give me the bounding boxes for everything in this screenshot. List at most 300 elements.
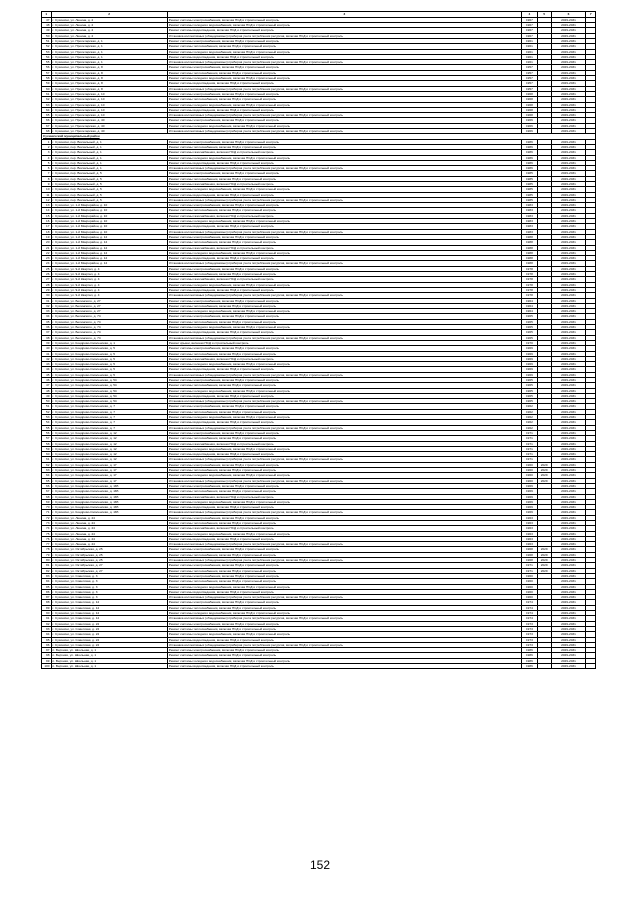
row-number-cell: 85 [42, 584, 52, 589]
work-type-cell: Ремонт системы электроснабжения, включая ПСД и строительный контроль [167, 404, 521, 409]
row-number-cell: 5 [42, 160, 52, 165]
year-built-cell: 1978 [521, 277, 537, 282]
address-cell: г. Сухиничи, ул. Пролетарская, д. 8 [51, 81, 167, 86]
work-type-cell: Ремонт системы холодного водоснабжения, включая ПСД и строительный контроль [167, 219, 521, 224]
year-built-cell: 1978 [521, 287, 537, 292]
work-type-cell: Ремонт системы водоотведения, включая ПСД и строительный контроль [167, 393, 521, 398]
year-built-cell: 1960 [521, 573, 537, 578]
plan-period-cell: 2029-2031 [551, 393, 586, 398]
row-number-cell: 14 [42, 208, 52, 213]
row-number-cell: 28 [42, 282, 52, 287]
row-number-cell: 57 [42, 436, 52, 441]
address-cell: г. Сухиничи, ул. 1-й Микрорайон, д. 10 [51, 203, 167, 208]
work-type-cell: Ремонт системы теплоснабжения, включая ПСД и строительный контроль [167, 319, 521, 324]
address-cell: г. Сухиничи, ул. Белинского, д. 27 [51, 309, 167, 314]
year-built-cell: 1966 [521, 129, 537, 134]
address-cell: г. Сухиничи, ул. Белинского, д. 27 [51, 303, 167, 308]
address-cell: г. Сухиничи, ул. Кондрово-Смоленская, д. 5 [51, 367, 167, 372]
plan-period-cell: 2029-2031 [551, 542, 586, 547]
address-cell: г. Сухиничи, ул. Ленина, д. 44 [51, 531, 167, 536]
plan-period-cell: 2029-2031 [551, 356, 586, 361]
row-number-cell: 83 [42, 573, 52, 578]
plan-period-cell: 2029-2031 [551, 642, 586, 647]
address-cell: г. Сухиничи, ул. Кондрово-Смоленская, д. 18б [51, 494, 167, 499]
work-type-cell: Ремонт системы электроснабжения, включая ПСД и строительный контроль [167, 171, 521, 176]
work-type-cell: Ремонт системы водоотведения, включая ПСД и строительный контроль [167, 420, 521, 425]
plan-period-cell: 2029-2031 [551, 65, 586, 70]
work-type-cell: Ремонт системы холодного водоснабжения, включая ПСД и строительный контроль [167, 473, 521, 478]
work-type-cell: Ремонт системы газоснабжения, включая ПСД и строительный контроль [167, 277, 521, 282]
year-built-cell: 1961 [521, 54, 537, 59]
repair-plan-table-sheet [41, 11, 596, 669]
work-type-cell: Установка коллективных (общедомовых) приборов учета потребления ресурсов, включая ПСД и строительный контроль [167, 542, 521, 547]
work-type-cell: Ремонт системы холодного водоснабжения, включая ПСД и строительный контроль [167, 49, 521, 54]
row-number-cell: 89 [42, 605, 52, 610]
year-built-cell: 1963 [521, 521, 537, 526]
year-built-cell: 1960 [521, 579, 537, 584]
row-number-cell: 96 [42, 642, 52, 647]
work-type-cell: Ремонт системы электроснабжения, включая ПСД и строительный контроль [167, 17, 521, 22]
address-cell: г. Сухиничи, ул. Кондрово-Смоленская, д. 5 [51, 356, 167, 361]
plan-period-cell: 2029-2031 [551, 664, 586, 669]
work-type-cell: Ремонт системы водоотведения, включая ПСД и строительный контроль [167, 160, 521, 165]
address-cell: г. Сухиничи, ул. Кондрово-Смоленская, д. 54 [51, 377, 167, 382]
plan-period-cell: 2029-2031 [551, 595, 586, 600]
plan-period-cell: 2029-2031 [551, 521, 586, 526]
row-number-cell: 86 [42, 589, 52, 594]
year-built-cell: 1986 [521, 658, 537, 663]
work-type-cell: Ремонт системы холодного водоснабжения, включая ПСД и строительный контроль [167, 611, 521, 616]
work-type-cell: Установка коллективных (общедомовых) приборов учета потребления ресурсов, включая ПСД и строительный контроль [167, 86, 521, 91]
year-built-cell: 1965 [521, 319, 537, 324]
plan-period-cell: 2029-2031 [551, 60, 586, 65]
row-number-cell: 49 [42, 28, 52, 33]
year-built-cell: 1962 [521, 425, 537, 430]
row-number-cell: 7 [42, 171, 52, 176]
plan-period-cell: 2029-2031 [551, 325, 586, 330]
plan-period-cell: 2029-2031 [551, 483, 586, 488]
year-built-cell: 1973 [521, 637, 537, 642]
plan-period-cell: 2029-2031 [551, 441, 586, 446]
work-type-cell: Установка коллективных (общедомовых) приборов учета потребления ресурсов, включая ПСД и строительный контроль [167, 399, 521, 404]
work-type-cell: Ремонт системы холодного водоснабжения, включая ПСД и строительный контроль [167, 446, 521, 451]
row-number-cell: 80 [42, 558, 52, 563]
work-type-cell: Ремонт системы электроснабжения, включая ПСД и строительный контроль [167, 346, 521, 351]
year-built-cell: 1986 [521, 150, 537, 155]
address-cell: г. Сухиничи, ул. 1-й Микрорайон, д. 10 [51, 224, 167, 229]
year-built-cell: 1973 [521, 626, 537, 631]
work-type-cell: Установка коллективных (общедомовых) приборов учета потребления ресурсов, включая ПСД и строительный контроль [167, 595, 521, 600]
row-number-cell: 91 [42, 616, 52, 621]
plan-period-cell: 2029-2031 [551, 150, 586, 155]
work-type-cell: Установка коллективных (общедомовых) приборов учета потребления ресурсов, включая ПСД и строительный контроль [167, 33, 521, 38]
plan-period-cell: 2029-2031 [551, 515, 586, 520]
address-cell: г. Сухиничи, ул. Белинского, д. 74 [51, 325, 167, 330]
row-number-cell: 44 [42, 367, 52, 372]
plan-period-cell: 2029-2031 [551, 309, 586, 314]
last-repair-year-cell: 2029 [537, 473, 551, 478]
plan-period-cell: 2029-2031 [551, 462, 586, 467]
row-number-cell: 29 [42, 287, 52, 292]
row-number-cell: 66 [42, 483, 52, 488]
plan-period-cell: 2029-2031 [551, 86, 586, 91]
year-built-cell: 1961 [521, 44, 537, 49]
year-built-cell: 1968 [521, 102, 537, 107]
plan-period-cell: 2029-2031 [551, 129, 586, 134]
note-cell [586, 664, 596, 669]
row-number-cell: 21 [42, 245, 52, 250]
plan-period-cell: 2029-2031 [551, 144, 586, 149]
plan-period-cell: 2029-2031 [551, 54, 586, 59]
work-type-cell: Ремонт системы водоотведения, включая ПСД и строительный контроль [167, 54, 521, 59]
year-built-cell: 1961 [521, 49, 537, 54]
plan-period-cell: 2029-2031 [551, 468, 586, 473]
work-type-cell: Ремонт системы теплоснабжения, включая ПСД и строительный контроль [167, 97, 521, 102]
plan-period-cell: 2029-2031 [551, 245, 586, 250]
repair-plan-table-body [42, 12, 596, 669]
work-type-cell: Ремонт системы газоснабжения, включая ПСД и строительный контроль [167, 213, 521, 218]
row-number-cell: 22 [42, 250, 52, 255]
plan-period-cell: 2029-2031 [551, 616, 586, 621]
plan-period-cell: 2029-2031 [551, 97, 586, 102]
row-number-cell: 56 [42, 65, 52, 70]
plan-period-cell: 2029-2031 [551, 547, 586, 552]
work-type-cell: Ремонт системы теплоснабжения, включая ПСД и строительный контроль [167, 436, 521, 441]
work-type-cell: Ремонт системы теплоснабжения, включая ПСД и строительный контроль [167, 351, 521, 356]
year-built-cell: 1963 [521, 536, 537, 541]
work-type-cell: Ремонт системы электроснабжения, включая ПСД и строительный контроль [167, 266, 521, 271]
year-built-cell: 1968 [521, 91, 537, 96]
work-type-cell: Ремонт системы водоотведения, включая ПСД и строительный контроль [167, 107, 521, 112]
work-type-cell: Ремонт системы электроснабжения, включая ПСД и строительный контроль [167, 547, 521, 552]
work-type-cell: Установка коллективных (общедомовых) приборов учета потребления ресурсов, включая ПСД и строительный контроль [167, 60, 521, 65]
plan-period-cell: 2029-2031 [551, 91, 586, 96]
work-type-cell: Ремонт системы электроснабжения, включая ПСД и строительный контроль [167, 573, 521, 578]
plan-period-cell: 2029-2031 [551, 298, 586, 303]
row-number-cell: 79 [42, 552, 52, 557]
year-built-cell: 1967 [521, 23, 537, 28]
row-number-cell: 17 [42, 224, 52, 229]
work-type-cell: Ремонт системы теплоснабжения, включая ПСД и строительный контроль [167, 568, 521, 573]
year-built-cell: 1974 [521, 616, 537, 621]
work-type-cell: Ремонт системы теплоснабжения, включая ПСД и строительный контроль [167, 605, 521, 610]
work-type-cell: Ремонт системы теплоснабжения, включая ПСД и строительный контроль [167, 44, 521, 49]
row-number-cell: 95 [42, 637, 52, 642]
address-cell: г. Сухиничи, ул. Пролетарская, д. 10 [51, 102, 167, 107]
year-built-cell: 1962 [521, 404, 537, 409]
plan-period-cell: 2029-2031 [551, 287, 586, 292]
year-built-cell: 1961 [521, 38, 537, 43]
plan-period-cell: 2029-2031 [551, 579, 586, 584]
row-number-cell: 60 [42, 86, 52, 91]
year-built-cell: 1960 [521, 478, 537, 483]
address-cell: г. Сухиничи, ул. Кондрово-Смоленская, д. 7 [51, 420, 167, 425]
address-cell: г. Сухиничи, ул. Белинского, д. 74 [51, 314, 167, 319]
row-number-cell: 61 [42, 457, 52, 462]
address-cell: г. Сухиничи, ул. Советская, д. 3 [51, 595, 167, 600]
row-number-cell: 23 [42, 256, 52, 261]
work-type-cell: Ремонт системы электроснабжения, включая ПСД и строительный контроль [167, 91, 521, 96]
last-repair-year-cell: 2029 [537, 547, 551, 552]
year-built-cell: 1978 [521, 272, 537, 277]
row-number-cell: 62 [42, 97, 52, 102]
row-number-cell: 53 [42, 415, 52, 420]
address-cell: г. Сухиничи, ул. Ленина, д. 4 [51, 28, 167, 33]
plan-period-cell: 2029-2031 [551, 452, 586, 457]
row-number-cell: 46 [42, 377, 52, 382]
last-repair-year-cell: 2029 [537, 478, 551, 483]
address-cell: г. Сухиничи, ул. 9-й Квартал, д. 4 [51, 277, 167, 282]
year-built-cell: 1967 [521, 28, 537, 33]
plan-period-cell: 2029-2031 [551, 256, 586, 261]
plan-period-cell: 2029-2031 [551, 213, 586, 218]
plan-period-cell: 2029-2031 [551, 388, 586, 393]
work-type-cell: Установка коллективных (общедомовых) приборов учета потребления ресурсов, включая ПСД и строительный контроль [167, 457, 521, 462]
work-type-cell: Ремонт системы электроснабжения, включая ПСД и строительный контроль [167, 563, 521, 568]
address-cell: г. Сухиничи, ул. Кондрово-Смоленская, д. 18б [51, 499, 167, 504]
row-number-cell: 82 [42, 568, 52, 573]
year-built-cell: 1965 [521, 383, 537, 388]
address-cell: г. Сухиничи, ул. Октябрьская, д. 27 [51, 568, 167, 573]
address-cell: г. Сухиничи, ул. Кондрово-Смоленская, д. 54 [51, 388, 167, 393]
work-type-cell: Ремонт системы электроснабжения, включая ПСД и строительный контроль [167, 462, 521, 467]
work-type-cell: Ремонт системы теплоснабжения, включая ПСД и строительный контроль [167, 626, 521, 631]
work-type-cell: Ремонт системы водоотведения, включая ПСД и строительный контроль [167, 664, 521, 669]
year-built-cell: 1957 [521, 86, 537, 91]
year-built-cell: 1985 [521, 187, 537, 192]
address-cell: г. Сухиничи, ул. Октябрьская, д. 25 [51, 547, 167, 552]
address-cell: г. Сухиничи, ул. Пролетарская, д. 1 [51, 38, 167, 43]
row-number-cell: 71 [42, 510, 52, 515]
address-cell: г. Сухиничи, ул. Пролетарская, д. 1 [51, 60, 167, 65]
plan-period-cell: 2029-2031 [551, 552, 586, 557]
address-cell: г. Сухиничи, ул. Кондрово-Смоленская, д. 7 [51, 425, 167, 430]
row-number-cell: 64 [42, 473, 52, 478]
plan-period-cell: 2029-2031 [551, 28, 586, 33]
address-cell: г. Сухиничи, ул. Советская, д. 3 [51, 579, 167, 584]
row-number-cell: 100 [42, 664, 52, 669]
address-cell: г. Сухиничи, ул. Ленина, д. 4 [51, 17, 167, 22]
year-built-cell: 1969 [521, 499, 537, 504]
plan-period-cell: 2029-2031 [551, 44, 586, 49]
plan-period-cell: 2029-2031 [551, 648, 586, 653]
year-built-cell: 1964 [521, 298, 537, 303]
work-type-cell: Ремонт системы теплоснабжения, включая ПСД и строительный контроль [167, 272, 521, 277]
work-type-cell: Ремонт системы водоотведения, включая ПСД и строительный контроль [167, 192, 521, 197]
address-cell: г. Сухиничи, ул. 1-й Микрорайон, д. 10 [51, 219, 167, 224]
work-type-cell: Установка коллективных (общедомовых) приборов учета потребления ресурсов, включая ПСД и строительный контроль [167, 113, 521, 118]
row-number-cell: 4 [42, 155, 52, 160]
year-built-cell: 1986 [521, 139, 537, 144]
year-built-cell: 1986 [521, 166, 537, 171]
address-cell: г. Сухиничи, пер. Вокзальный, д. 1 [51, 166, 167, 171]
address-cell: г. Сухиничи, ул. Белинского, д. 74 [51, 319, 167, 324]
year-built-cell: 1988 [521, 256, 537, 261]
plan-period-cell: 2029-2031 [551, 563, 586, 568]
row-number-cell: 35 [42, 319, 52, 324]
work-type-cell: Ремонт системы теплоснабжения, включая ПСД и строительный контроль [167, 552, 521, 557]
row-number-cell: 76 [42, 536, 52, 541]
work-type-cell: Ремонт системы газоснабжения, включая ПСД и строительный контроль [167, 526, 521, 531]
row-number-cell: 55 [42, 425, 52, 430]
plan-period-cell: 2029-2031 [551, 272, 586, 277]
plan-period-cell: 2029-2031 [551, 33, 586, 38]
row-number-cell: 24 [42, 261, 52, 266]
year-built-cell: 1965 [521, 330, 537, 335]
year-built-cell: 1960 [521, 595, 537, 600]
plan-period-cell: 2029-2031 [551, 420, 586, 425]
work-type-cell: Ремонт системы холодного водоснабжения, включая ПСД и строительный контроль [167, 282, 521, 287]
year-built-cell: 1965 [521, 314, 537, 319]
address-cell: г. Сухиничи, ул. Пролетарская, д. 8 [51, 65, 167, 70]
year-built-cell: 1969 [521, 372, 537, 377]
address-cell: г. Сухиничи, пер. Вокзальный, д. 5 [51, 176, 167, 181]
row-number-cell: 59 [42, 81, 52, 86]
work-type-cell: Ремонт системы водоотведения, включая ПСД и строительный контроль [167, 505, 521, 510]
work-type-cell: Ремонт системы электроснабжения, включая ПСД и строительный контроль [167, 38, 521, 43]
work-type-cell: Ремонт системы электроснабжения, включая ПСД и строительный контроль [167, 430, 521, 435]
row-number-cell: 53 [42, 49, 52, 54]
year-built-cell: 1983 [521, 229, 537, 234]
address-cell: г. Сухиничи, ул. Октябрьская, д. 27 [51, 563, 167, 568]
year-built-cell: 1966 [521, 118, 537, 123]
row-number-cell: 65 [42, 478, 52, 483]
work-type-cell: Ремонт системы водоотведения, включая ПСД и строительный контроль [167, 367, 521, 372]
row-number-cell: 15 [42, 213, 52, 218]
work-type-cell: Ремонт системы теплоснабжения, включая ПСД и строительный контроль [167, 409, 521, 414]
row-number-cell: 57 [42, 70, 52, 75]
plan-period-cell: 2029-2031 [551, 589, 586, 594]
plan-period-cell: 2029-2031 [551, 192, 586, 197]
row-number-cell: 64 [42, 107, 52, 112]
plan-period-cell: 2029-2031 [551, 605, 586, 610]
work-type-cell: Установка коллективных (общедомовых) приборов учета потребления ресурсов, включая ПСД и строительный контроль [167, 425, 521, 430]
work-type-cell: Ремонт системы водоотведения, включая ПСД и строительный контроль [167, 536, 521, 541]
plan-period-cell: 2029-2031 [551, 653, 586, 658]
plan-period-cell: 2029-2031 [551, 340, 586, 345]
work-type-cell: Ремонт системы холодного водоснабжения, включая ПСД и строительный контроль [167, 309, 521, 314]
last-repair-year-cell: 2029 [537, 552, 551, 557]
plan-period-cell: 2029-2031 [551, 425, 586, 430]
row-number-cell: 75 [42, 531, 52, 536]
plan-period-cell: 2029-2031 [551, 234, 586, 239]
row-number-cell: 49 [42, 393, 52, 398]
year-built-cell: 1986 [521, 160, 537, 165]
year-built-cell: 1971 [521, 568, 537, 573]
work-type-cell: Ремонт крыши, включая ПСД и строительный контроль [167, 340, 521, 345]
address-cell: г. Сухиничи, ул. Кондрово-Смоленская, д. 18б [51, 505, 167, 510]
work-type-cell: Ремонт системы холодного водоснабжения, включая ПСД и строительный контроль [167, 388, 521, 393]
address-cell: г. Сухиничи, ул. Кондрово-Смоленская, д. 17 [51, 468, 167, 473]
plan-period-cell: 2029-2031 [551, 584, 586, 589]
year-built-cell: 1971 [521, 436, 537, 441]
address-cell: г. Сухиничи, ул. Пролетарская, д. 10 [51, 107, 167, 112]
work-type-cell: Установка коллективных (общедомовых) приборов учета потребления ресурсов, включая ПСД и строительный контроль [167, 558, 521, 563]
plan-period-cell: 2029-2031 [551, 409, 586, 414]
work-type-cell: Установка коллективных (общедомовых) приборов учета потребления ресурсов, включая ПСД и строительный контроль [167, 372, 521, 377]
row-number-cell: 92 [42, 621, 52, 626]
work-type-cell: Ремонт системы теплоснабжения, включая ПСД и строительный контроль [167, 383, 521, 388]
column-header-7: 7 [586, 12, 596, 18]
work-type-cell: Установка коллективных (общедомовых) приборов учета потребления ресурсов, включая ПСД и строительный контроль [167, 335, 521, 340]
year-built-cell: 1985 [521, 192, 537, 197]
row-number-cell: 67 [42, 123, 52, 128]
work-type-cell: Ремонт системы холодного водоснабжения, включая ПСД и строительный контроль [167, 187, 521, 192]
work-type-cell: Ремонт системы теплоснабжения, включая ПСД и строительный контроль [167, 144, 521, 149]
plan-period-cell: 2029-2031 [551, 600, 586, 605]
year-built-cell: 1983 [521, 224, 537, 229]
address-cell: г. Сухиничи, ул. Кондрово-Смоленская, д. 5 [51, 351, 167, 356]
year-built-cell: 1986 [521, 144, 537, 149]
year-built-cell: 1965 [521, 335, 537, 340]
year-built-cell: 1964 [521, 303, 537, 308]
address-cell: г. Сухиничи, ул. Кондрово-Смоленская, д. 12 [51, 436, 167, 441]
work-type-cell: Установка коллективных (общедомовых) приборов учета потребления ресурсов, включая ПСД и строительный контроль [167, 166, 521, 171]
plan-period-cell: 2029-2031 [551, 277, 586, 282]
row-number-cell: 87 [42, 595, 52, 600]
address-cell: г. Сухиничи, ул. Кондрово-Смоленская, д. 18б [51, 483, 167, 488]
year-built-cell: 1971 [521, 457, 537, 462]
address-cell: г. Сухиничи, ул. 1-й Микрорайон, д. 12 [51, 250, 167, 255]
row-number-cell: 48 [42, 388, 52, 393]
address-cell: г. Сухиничи, пер. Вокзальный, д. 5 [51, 197, 167, 202]
plan-period-cell: 2029-2031 [551, 510, 586, 515]
year-built-cell: 1960 [521, 473, 537, 478]
address-cell: п. Верхняя, ул. Школьная, д. 1 [51, 648, 167, 653]
row-number-cell: 12 [42, 197, 52, 202]
column-header-4: 4 [521, 12, 537, 18]
column-header-5: 5 [537, 12, 551, 18]
year-built-cell: 1988 [521, 234, 537, 239]
plan-period-cell: 2029-2031 [551, 372, 586, 377]
row-number-cell: 50 [42, 399, 52, 404]
last-repair-year-cell: 2029 [537, 563, 551, 568]
address-cell: г. Сухиничи, ул. Пролетарская, д. 8 [51, 86, 167, 91]
last-repair-year-cell: 2029 [537, 568, 551, 573]
column-header-2: 2 [51, 12, 167, 18]
row-number-cell: 77 [42, 542, 52, 547]
address-cell: г. Сухиничи, ул. Советская, д. 24 [51, 621, 167, 626]
plan-period-cell: 2029-2031 [551, 351, 586, 356]
work-type-cell: Ремонт системы теплоснабжения, включая ПСД и строительный контроль [167, 70, 521, 75]
plan-period-cell: 2029-2031 [551, 49, 586, 54]
year-built-cell: 1985 [521, 182, 537, 187]
year-built-cell: 1985 [521, 176, 537, 181]
plan-period-cell: 2029-2031 [551, 266, 586, 271]
plan-period-cell: 2029-2031 [551, 478, 586, 483]
address-cell: г. Сухиничи, ул. Пролетарская, д. 40 [51, 123, 167, 128]
work-type-cell: Ремонт системы электроснабжения, включая ПСД и строительный контроль [167, 621, 521, 626]
plan-period-cell: 2029-2031 [551, 261, 586, 266]
work-type-cell: Ремонт системы теплоснабжения, включая ПСД и строительный контроль [167, 240, 521, 245]
row-number-cell: 20 [42, 240, 52, 245]
year-built-cell: 1971 [521, 563, 537, 568]
row-number-cell: 27 [42, 277, 52, 282]
address-cell: г. Сухиничи, ул. 1-й Микрорайон, д. 10 [51, 229, 167, 234]
plan-period-cell: 2029-2031 [551, 187, 586, 192]
address-cell: г. Сухиничи, ул. Кондрово-Смоленская, д. 54 [51, 393, 167, 398]
repair-plan-table [41, 11, 596, 669]
address-cell: г. Сухиничи, ул. Пролетарская, д. 10 [51, 113, 167, 118]
year-built-cell: 1965 [521, 399, 537, 404]
address-cell: г. Сухиничи, ул. Советская, д. 14 [51, 605, 167, 610]
work-type-cell: Ремонт системы электроснабжения, включая ПСД и строительный контроль [167, 515, 521, 520]
address-cell: г. Сухиничи, ул. Кондрово-Смоленская, д. 17 [51, 478, 167, 483]
row-number-cell: 9 [42, 182, 52, 187]
row-number-cell: 45 [42, 372, 52, 377]
row-number-cell: 74 [42, 526, 52, 531]
row-number-cell: 98 [42, 653, 52, 658]
